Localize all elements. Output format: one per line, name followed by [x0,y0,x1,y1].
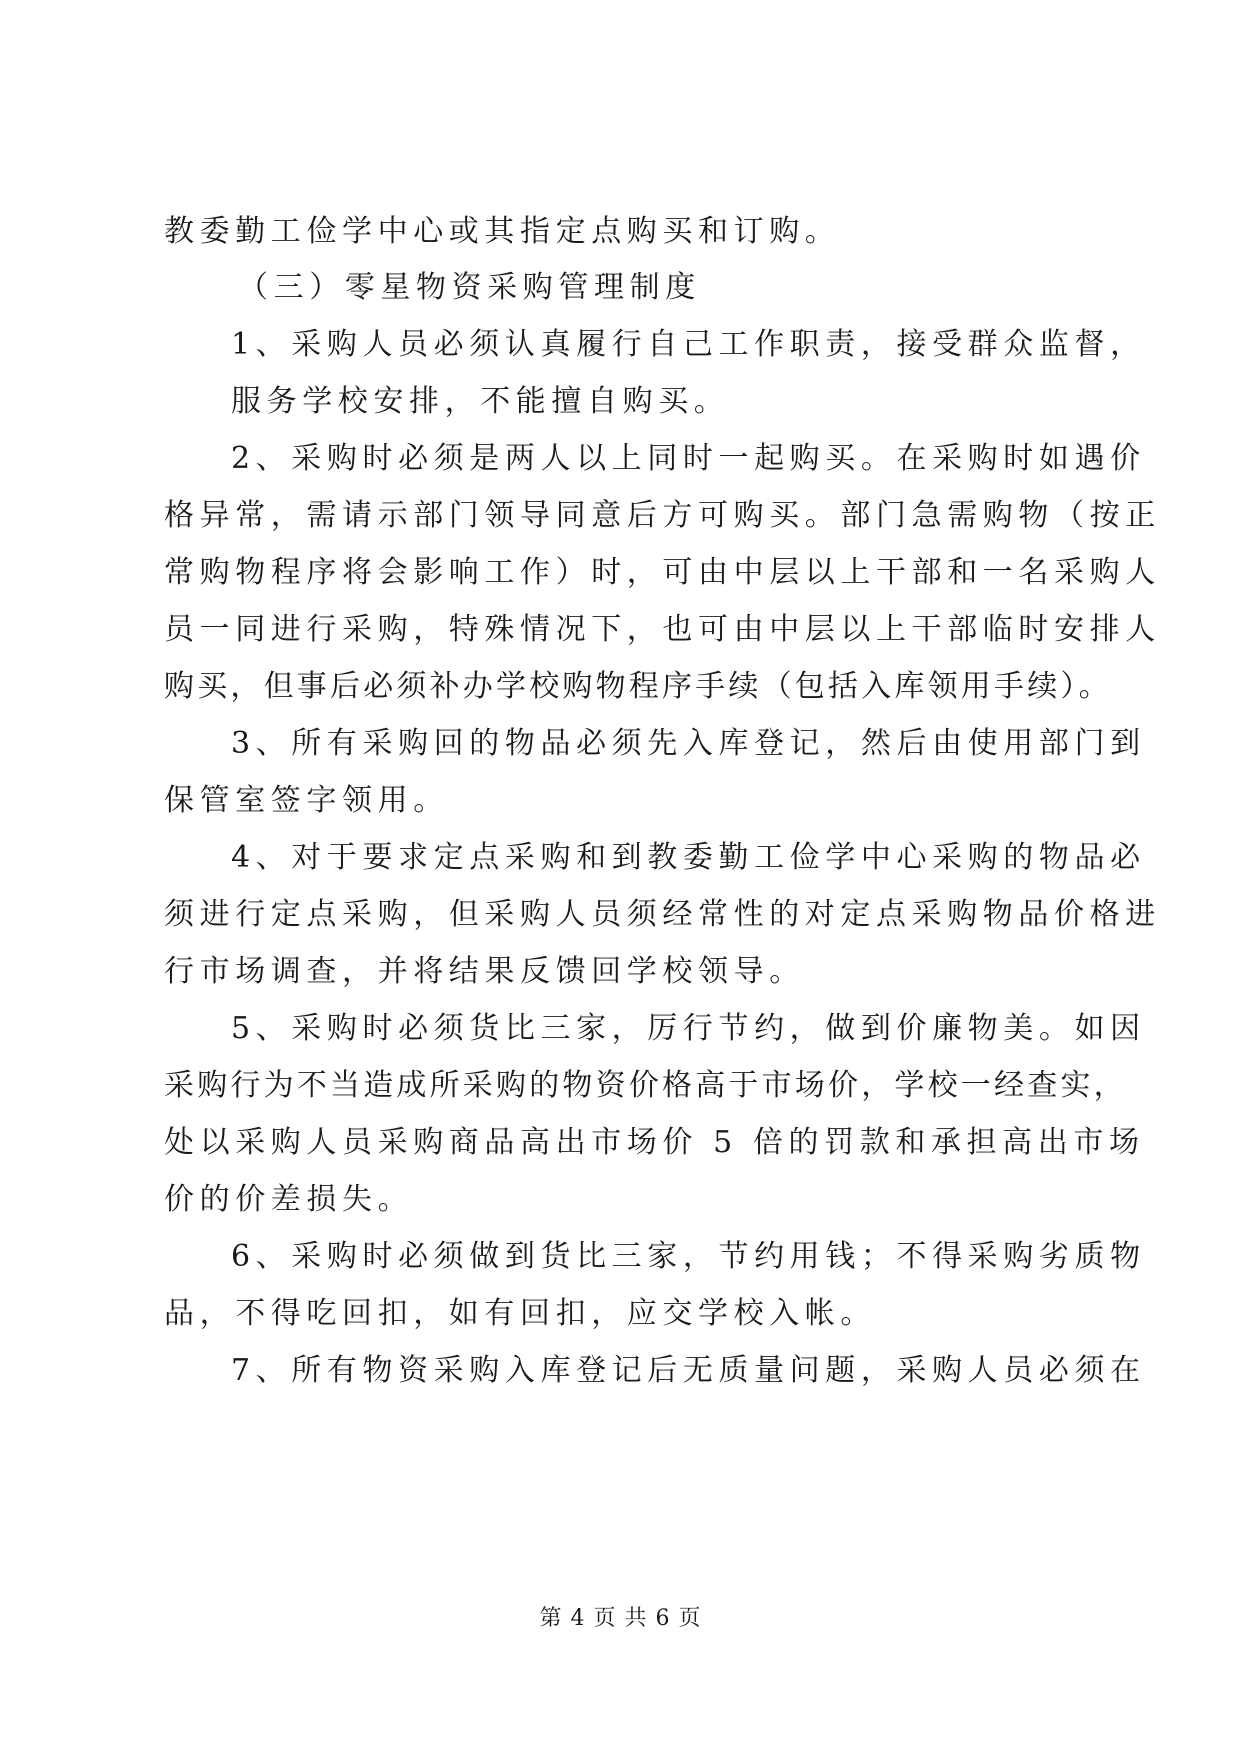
text-line: 价的价差损失。 [164,1182,414,1217]
text-line: 处以采购人员采购商品高出市场价 5 倍的罚款和承担高出市场 [164,1125,1145,1160]
text-line: 保管室签字领用。 [164,783,449,818]
text-line: 行市场调查，并将结果反馈回学校领导。 [164,954,805,989]
text-line: 员一同进行采购，特殊情况下，也可由中层以上干部临时安排人 [164,612,1161,647]
text-line: 教委勤工俭学中心或其指定点购买和订购。 [164,214,841,249]
text-line: 购买，但事后必须补办学校购物程序手续（包括入库领用手续）。 [164,669,1112,704]
text-line: 6、采购时必须做到货比三家，节约用钱；不得采购劣质物 [231,1239,1146,1274]
text-line: 须进行定点采购，但采购人员须经常性的对定点采购物品价格进 [164,897,1161,932]
text-line: 3、所有采购回的物品必须先入库登记，然后由使用部门到 [231,726,1146,761]
text-line: 常购物程序将会影响工作）时，可由中层以上干部和一名采购人 [164,555,1161,590]
text-line: 采购行为不当造成所采购的物资价格高于市场价，学校一经查实， [164,1068,1127,1103]
text-line: 品，不得吃回扣，如有回扣，应交学校入帐。 [164,1296,876,1331]
text-line: 服务学校安排，不能擅自购买。 [231,384,730,419]
text-line: 格异常，需请示部门领导同意后方可购买。部门急需购物（按正 [164,498,1161,533]
text-line: 5、采购时必须货比三家，厉行节约，做到价廉物美。如因 [231,1011,1146,1046]
text-line: 1、采购人员必须认真履行自己工作职责，接受群众监督， [231,327,1146,362]
section-heading: （三）零星物资采购管理制度 [238,270,701,305]
page-number-footer: 第 4 页 共 6 页 [539,1606,702,1631]
text-line: 4、对于要求定点采购和到教委勤工俭学中心采购的物品必 [231,840,1146,875]
text-line: 7、所有物资采购入库登记后无质量问题，采购人员必须在 [231,1353,1146,1388]
text-line: 2、采购时必须是两人以上同时一起购买。在采购时如遇价 [231,441,1146,476]
